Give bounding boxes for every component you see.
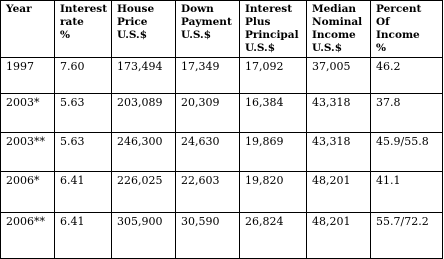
table-cell: 30,590 (176, 213, 240, 259)
header-median-nominal-income: Median Nominal Income U.S.$ (307, 1, 371, 58)
table-cell: 226,025 (112, 172, 176, 213)
table-cell: 43,318 (307, 94, 371, 133)
table-cell: 203,089 (112, 94, 176, 133)
table-row (1, 133, 443, 172)
table-cell: 17,349 (176, 58, 240, 94)
table-cell: 305,900 (112, 213, 176, 259)
table-cell: 7.60 (55, 58, 112, 94)
header-down-payment: Down Payment U.S.$ (176, 1, 240, 58)
header-row (1, 1, 443, 58)
table-cell: 43,318 (307, 133, 371, 172)
table-cell: 37.8 (371, 94, 443, 133)
table-cell: 2003** (1, 133, 55, 172)
table-cell: 41.1 (371, 172, 443, 213)
table-row (1, 58, 443, 94)
table-cell: 19,820 (240, 172, 307, 213)
table-cell: 2003* (1, 94, 55, 133)
table-cell: 26,824 (240, 213, 307, 259)
table-cell: 2006** (1, 213, 55, 259)
table-cell: 45.9/55.8 (371, 133, 443, 172)
header-year: Year (1, 1, 55, 58)
table-cell: 5.63 (55, 133, 112, 172)
table-row (1, 94, 443, 133)
table-cell: 46.2 (371, 58, 443, 94)
header-house-price: House Price U.S.$ (112, 1, 176, 58)
table-cell: 246,300 (112, 133, 176, 172)
table-row (1, 172, 443, 213)
table-cell: 24,630 (176, 133, 240, 172)
table-cell: 17,092 (240, 58, 307, 94)
table-cell: 48,201 (307, 213, 371, 259)
table-cell: 5.63 (55, 94, 112, 133)
table-cell: 1997 (1, 58, 55, 94)
table-cell: 55.7/72.2 (371, 213, 443, 259)
header-percent-of-income: Percent Of Income % (371, 1, 443, 58)
table-cell: 19,869 (240, 133, 307, 172)
table-cell: 20,309 (176, 94, 240, 133)
table-cell: 2006* (1, 172, 55, 213)
table-row (1, 213, 443, 259)
table-cell: 37,005 (307, 58, 371, 94)
header-interest-plus-principal: Interest Plus Principal U.S.$ (240, 1, 307, 58)
table-cell: 6.41 (55, 172, 112, 213)
table-cell: 22,603 (176, 172, 240, 213)
table-cell: 6.41 (55, 213, 112, 259)
header-interest-rate: Interest rate % (55, 1, 112, 58)
table-cell: 16,384 (240, 94, 307, 133)
table-cell: 173,494 (112, 58, 176, 94)
table-cell: 48,201 (307, 172, 371, 213)
